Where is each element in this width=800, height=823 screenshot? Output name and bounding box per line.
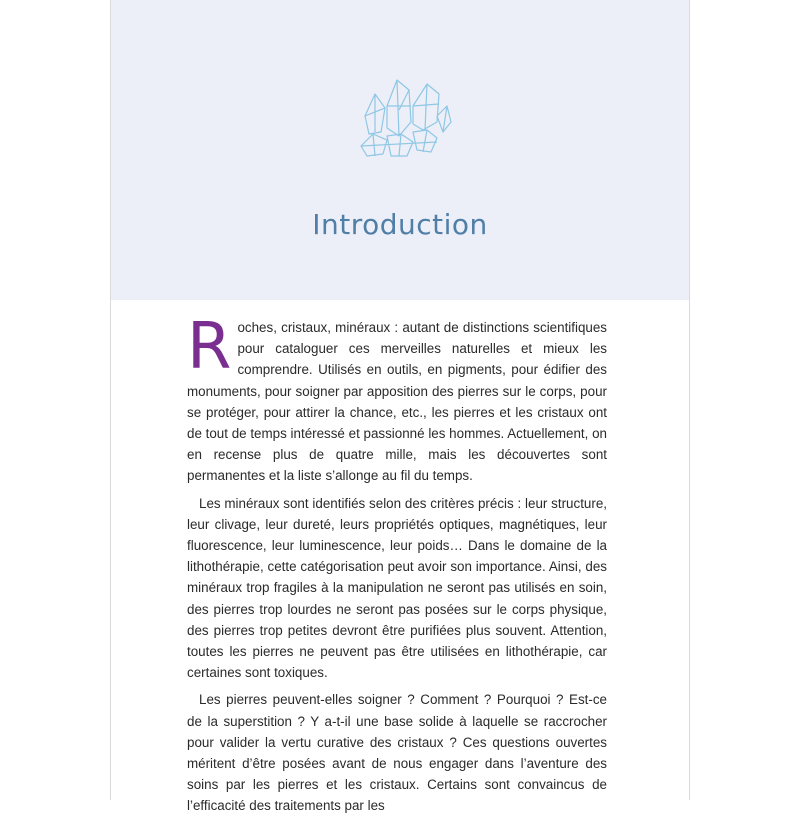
paragraph-3: Les pierres peuvent-elles soigner ? Comment ? Pourquoi ? Est-ce de la superstition ? Y a-t-il une base solide à laquelle se raccrocher pour valider la vertu curative des cristaux ? Ces questions ouvertes méritent d’être posées avant de nous engager dans l’aventure des soins par les pierres et les cristaux. Certains sont convaincus de l’efficacité des traitements par les — [187, 692, 607, 814]
paragraph-1 — [187, 310, 607, 487]
paragraph-2: Les minéraux sont identifiés selon des critères précis : leur structure, leur clivage, leur dureté, leurs propriétés optiques, magnétiques, leur fluorescence, leur luminescence, leur poids… Dans le domaine de la lithothérapie, cette catégorisation peut avoir son importance. Ainsi, des minéraux trop fragiles à la manipulation ne seront pas utilisés en soin, des pierres trop lourdes ne seront pas posées sur le corps physique, des pierres trop petites devront être purifiées plus souvent. Attention, toutes les pierres ne peuvent pas être utilisées en lithothérapie, car certaines sont toxiques. — [187, 495, 607, 681]
book-page — [110, 0, 690, 814]
crystal-cluster-icon — [357, 76, 453, 160]
drop-cap: R — [187, 310, 232, 384]
header-band — [111, 0, 689, 300]
page-title: Introduction — [312, 208, 488, 241]
paragraph-1-text: oches, cristaux, minéraux : autant de distinctions scientifiques pour cataloguer ces merveilles naturelles et mieux les comprendre. Utilisés en outils, en pigments, pour édifier des monuments, pour soigner par apposition des pierres sur le corps, pour se protéger, pour attirer la chance, etc., les pierres et les cristaux ont de tout de temps intéressé et passionné les hommes. Actuellement, on en recense plus de quatre mille, mais les découvertes sont permanentes et la liste s’allonge au fil du temps. — [187, 320, 607, 484]
body-text — [187, 310, 607, 823]
